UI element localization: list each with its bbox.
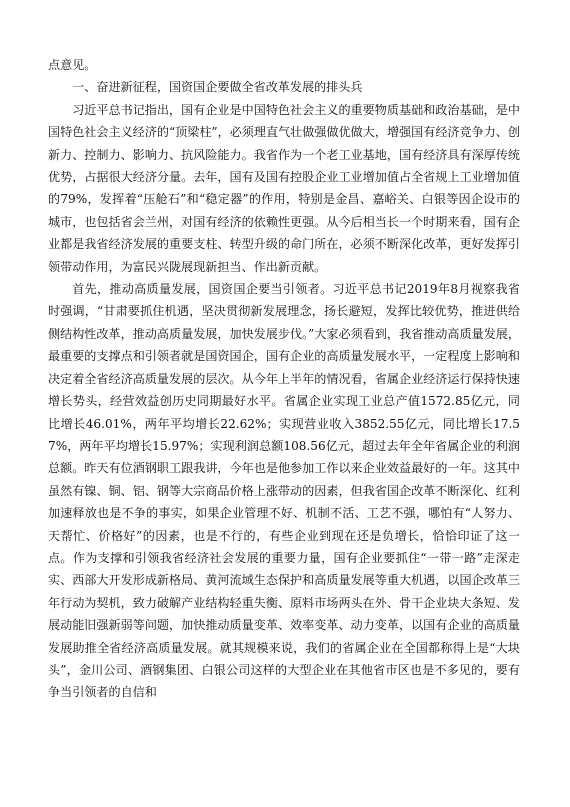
body-paragraph: 习近平总书记指出，国有企业是中国特色社会主义的重要物质基础和政治基础，是中国特色社会主义经济的“顶梁柱”，必须理直气壮做强做优做大，增强国有经济竞争力、创新力、控制力、影响力、抗风险能力。我省作为一个老工业基地，国有经济具有深厚传统优势，占据很大经济分量。去年，国有及国有控股企业工业增加值占全省规上工业增加值的79%，发挥着“压舱石”和“稳定器”的作用，特别是金昌、嘉峪关、白银等因企设市的城市，也包括省会兰州，对国有经济的依赖性更强。从今后相当长一个时期来看，国有企业都是我省经济发展的重要支柱、转型升级的命门所在，必须不断深化改革，更好发挥引领带动作用，为富民兴陇展现新担当、作出新贡献。 xyxy=(48,102,520,274)
section-heading: 一、奋进新征程，国资国企要做全省改革发展的排头兵 xyxy=(72,80,363,95)
paragraph-continuation: 点意见。 xyxy=(48,58,97,72)
body-paragraph: 首先，推动高质量发展，国资国企要当引领者。习近平总书记2019年8月视察我省时强调，“甘肃要抓住机遇，坚决贯彻新发展理念，扬长避短，发挥比较优势，推进供给侧结构性改革，推动高质量发展，加快发展步伐。”大家必须看到，我省推动高质量发展，最重要的支撑点和引领者就是国资国企，国有企业的高质量发展水平，一定程度上影响和决定着全省经济高质量发展的层次。从今年上半年的情况看，省属企业经济运行保持快速增长势头，经营效益创历史同期最好水平。省属企业实现工业总产值1572.85亿元，同比增长46.01%，两年平均增长22.62%；实现营业收入3852.55亿元，同比增长17.57%，两年平均增长15.97%；实现利润总额108.56亿元，超过去年全年省属企业的利润总额。昨天有位酒钢职工跟我讲，今年也是他参加工作以来企业效益最好的一年。这其中虽然有镍、铜、铝、钢等大宗商品价格上涨带动的因素，但我省国企改革不断深化、红利加速释放也是不争的事实，如果企业管理不好、机制不活、工艺不强，哪怕有“人努力、天帮忙、价格好”的因素，也是不行的，有些企业到现在还是负增长，恰恰印证了这一点。作为支撑和引领我省经济社会发展的重要力量，国有企业要抓住“一带一路”走深走实、西部大开发形成新格局、黄河流域生态保护和高质量发展等重大机遇，以国企改革三年行动为契机，致力破解产业结构轻重失衡、原料市场两头在外、骨干企业块大条短、发展动能旧强新弱等问题，加快推动质量变革、效率变革、动力变革，以国有企业的高质量发展助推全省经济高质量发展。就其规模来说，我们的省属企业在全国都称得上是“大块头”，金川公司、酒钢集团、白银公司这样的大型企业在其他省市区也是不多见的，要有争当引领者的自信和 xyxy=(48,282,520,700)
document-body xyxy=(48,54,520,704)
